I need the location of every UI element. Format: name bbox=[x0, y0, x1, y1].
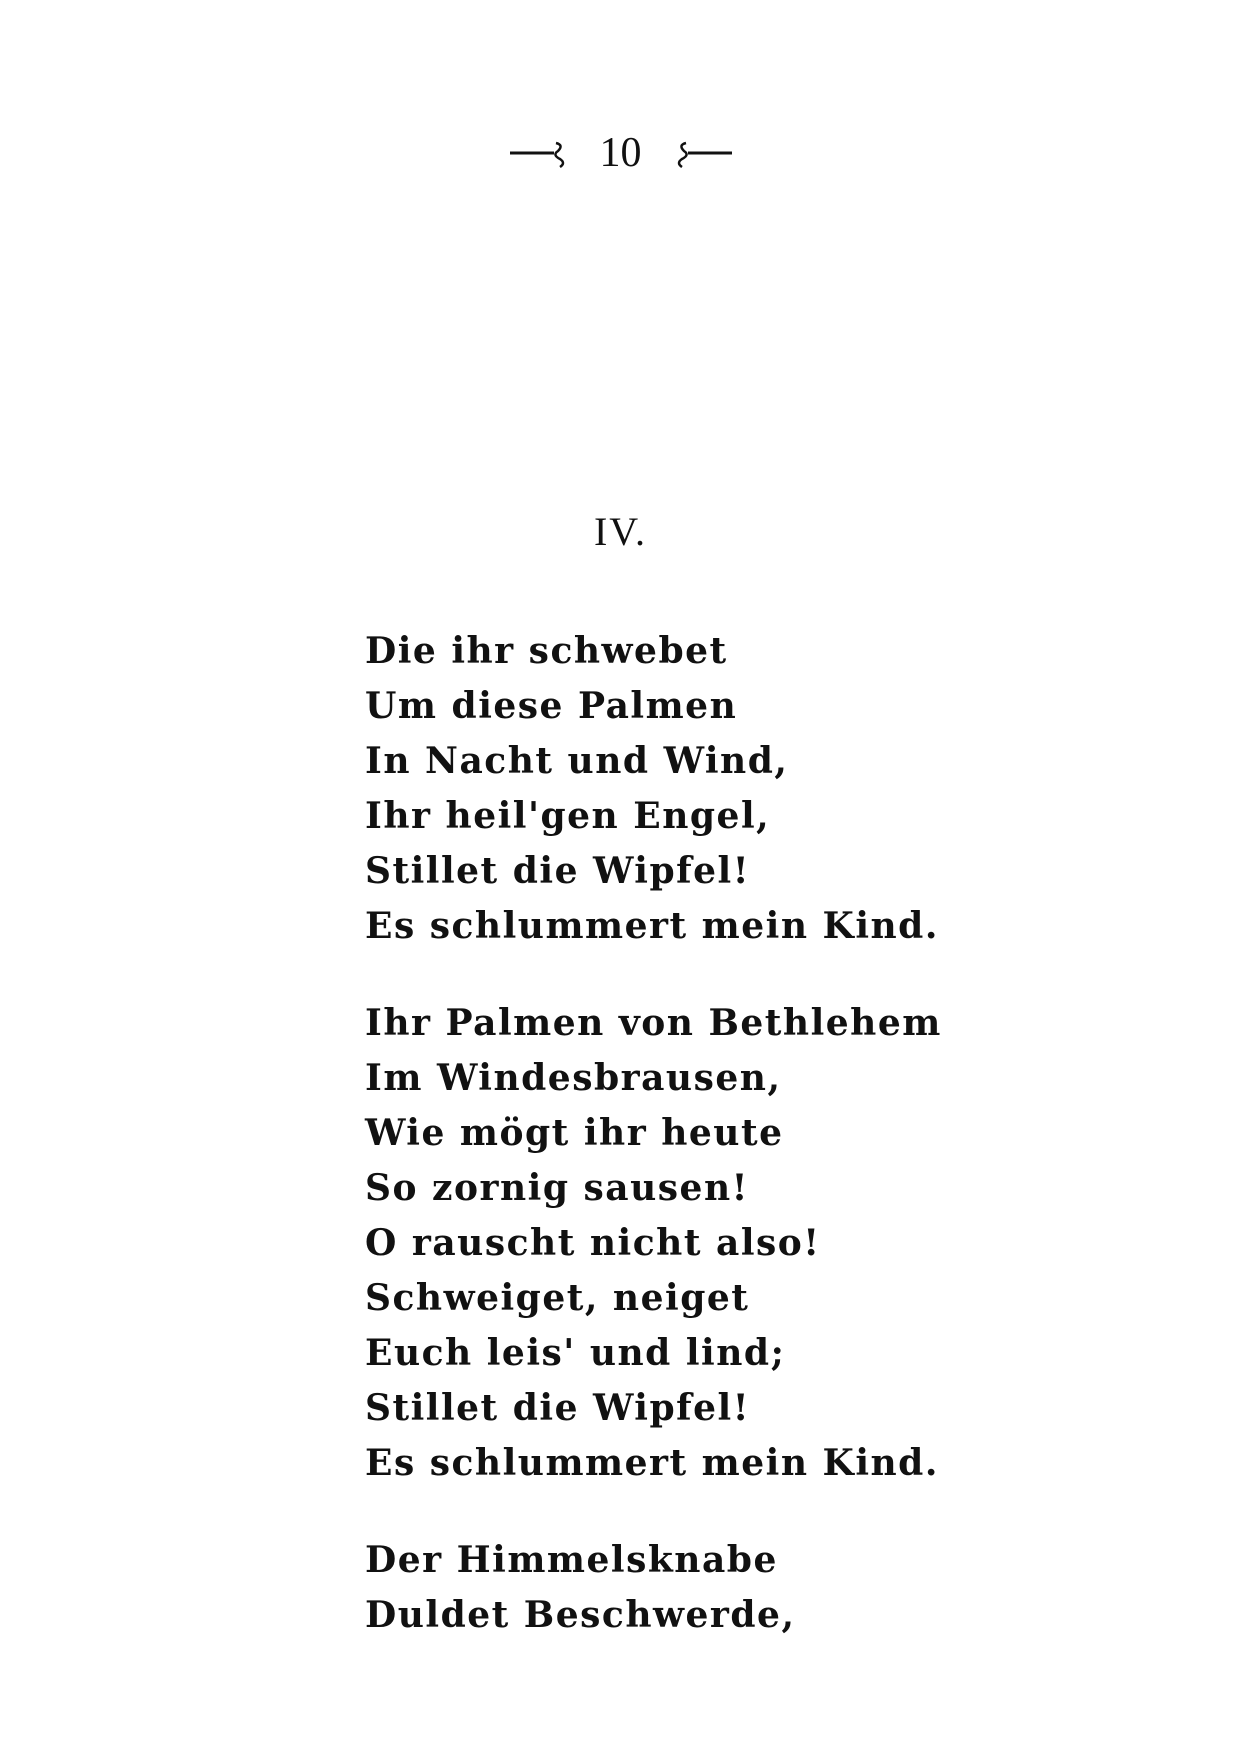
page-header bbox=[0, 118, 1241, 188]
left-ornament-icon bbox=[510, 133, 574, 173]
poem-line: Duldet Beschwerde, bbox=[365, 1594, 796, 1636]
poem-line: Es schlummert mein Kind. bbox=[365, 905, 939, 947]
stanza-1 bbox=[365, 624, 1125, 954]
poem-line: Wie mögt ihr heute bbox=[365, 1112, 784, 1154]
right-ornament-icon bbox=[668, 133, 732, 173]
poem-line: Euch leis' und lind; bbox=[365, 1332, 786, 1374]
poem-line: Stillet die Wipfel! bbox=[365, 850, 751, 892]
poem-line: Die ihr schwebet bbox=[365, 630, 728, 672]
poem bbox=[365, 624, 1125, 1685]
poem-line: O rauscht nicht also! bbox=[365, 1222, 821, 1264]
poem-line: Es schlummert mein Kind. bbox=[365, 1442, 939, 1484]
poem-line: Im Windesbrausen, bbox=[365, 1057, 782, 1099]
stanza-3 bbox=[365, 1533, 1125, 1643]
poem-line: Der Himmelsknabe bbox=[365, 1539, 778, 1581]
poem-line: Schweiget, neiget bbox=[365, 1277, 750, 1319]
poem-line: In Nacht und Wind, bbox=[365, 740, 789, 782]
section-numeral: IV. bbox=[593, 509, 648, 554]
poem-line: Ihr Palmen von Bethlehem bbox=[365, 1002, 942, 1044]
page-number: 10 bbox=[599, 130, 642, 176]
poem-line: Um diese Palmen bbox=[365, 685, 738, 727]
poem-line: Stillet die Wipfel! bbox=[365, 1387, 751, 1429]
poem-line: Ihr heil'gen Engel, bbox=[365, 795, 771, 837]
poem-line: So zornig sausen! bbox=[365, 1167, 749, 1209]
stanza-2 bbox=[365, 996, 1125, 1491]
